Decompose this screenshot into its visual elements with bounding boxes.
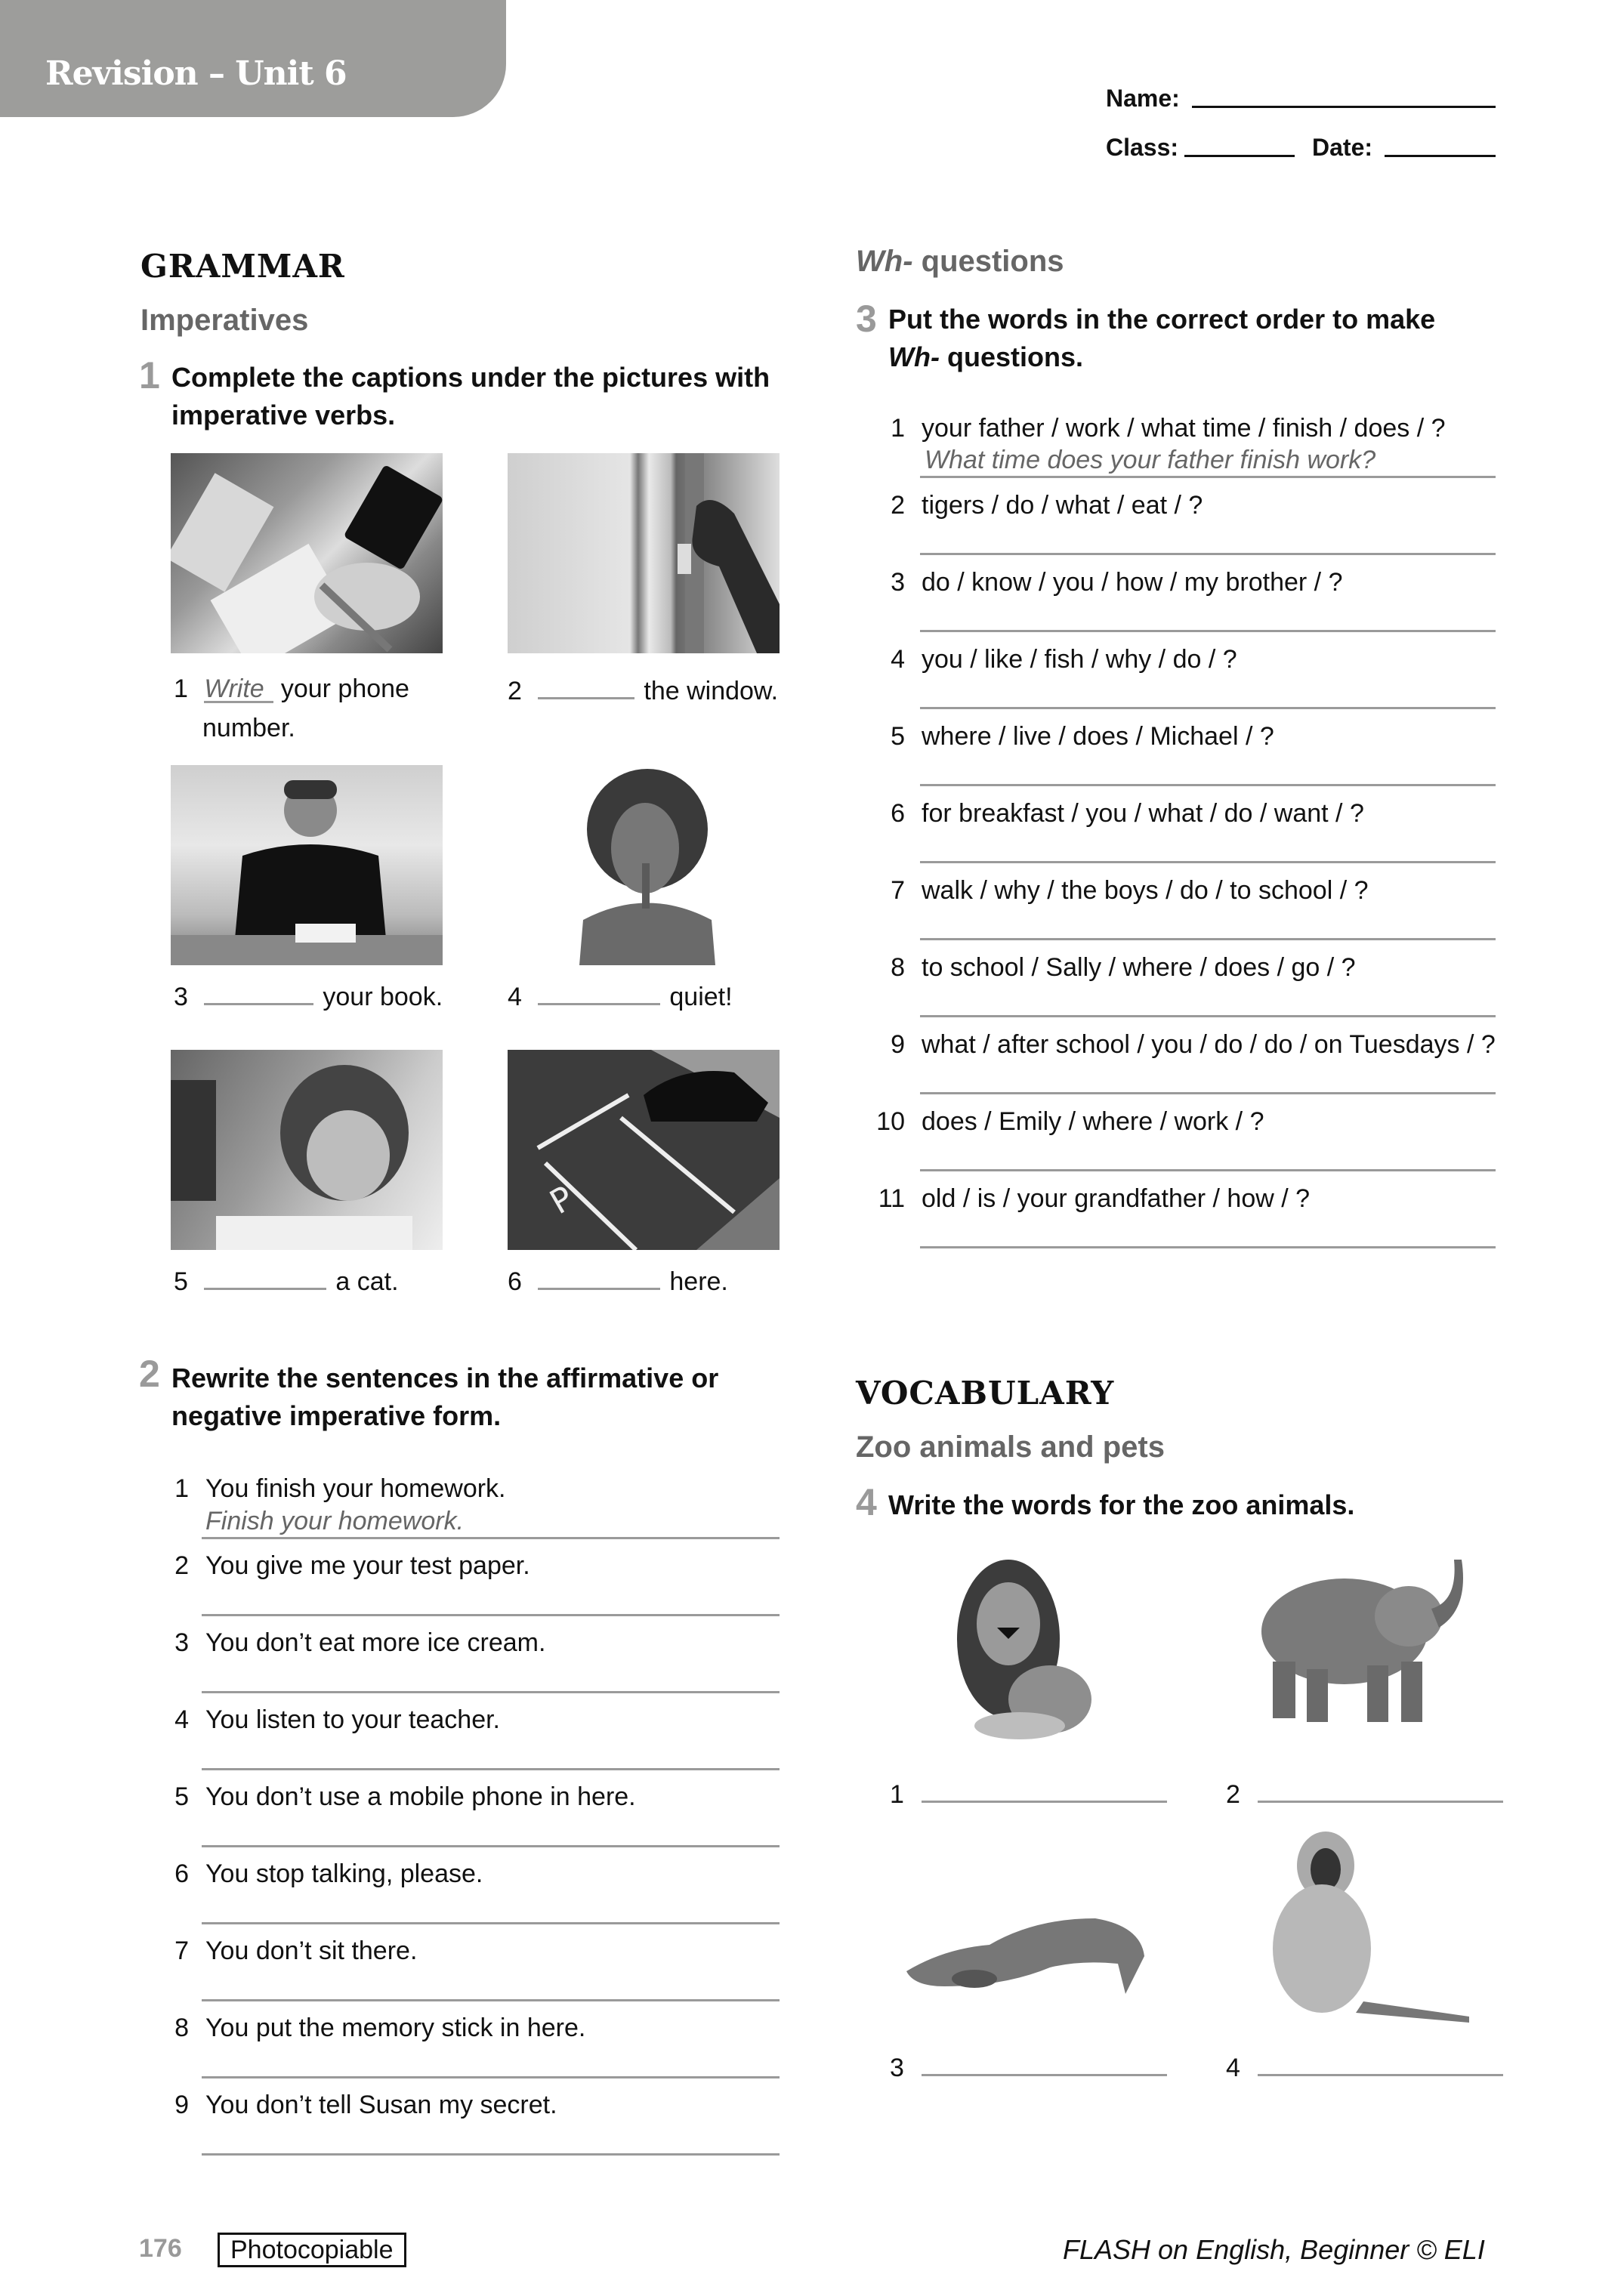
caption-3-answer[interactable] (204, 980, 313, 1005)
date-label: Date: (1312, 134, 1373, 161)
animal-answer-1 (890, 1778, 1167, 1810)
lion-icon (952, 1556, 1103, 1745)
instruction-line: Rewrite the sentences in the affirmative or (171, 1362, 719, 1393)
item-number: 1 (891, 414, 905, 443)
caption-5 (174, 1265, 399, 1297)
item-number: 5 (891, 722, 905, 751)
instruction-line (888, 338, 1435, 376)
answer-line (202, 1537, 780, 1539)
photo-man-reading (171, 765, 443, 965)
photo-woman-shush (508, 765, 780, 965)
answer-line (202, 2153, 780, 2156)
exercise-3-item (869, 1030, 1496, 1060)
caption-text: a cat. (335, 1267, 399, 1296)
word-prompt: for breakfast / you / what / do / want / ? (922, 799, 1364, 828)
exercise-3-item (869, 722, 1274, 751)
caption-6-answer[interactable] (538, 1265, 660, 1290)
item-number: 8 (174, 2014, 189, 2042)
caption-text: your book. (323, 983, 443, 1011)
exercise-3-item (869, 876, 1369, 906)
vocabulary-heading: VOCABULARY (856, 1375, 1115, 1412)
man-with-book-icon (171, 765, 443, 965)
caption-6 (508, 1265, 728, 1297)
answer-line (920, 938, 1496, 940)
item-number: 10 (876, 1107, 905, 1136)
answer-line (202, 1845, 780, 1847)
exercise-3-item (869, 491, 1203, 520)
item-sentence: You don’t sit there. (205, 1936, 418, 1965)
item-number: 4 (174, 1705, 189, 1734)
elephant-image (1239, 1556, 1496, 1737)
answer-line (920, 707, 1496, 709)
hand-on-handle-icon (508, 453, 780, 653)
animal-2-answer[interactable] (1258, 1778, 1503, 1803)
exercise-2-item (171, 1936, 417, 1966)
caption-text: quiet! (669, 983, 733, 1011)
page-number: 176 (139, 2234, 182, 2263)
answer-line (202, 2076, 780, 2078)
item-number: 2 (508, 677, 522, 705)
item-number: 3 (890, 2054, 904, 2082)
exercise-2-item (171, 1859, 483, 1889)
answer-line (202, 1614, 780, 1616)
photo-opening-window (508, 453, 780, 653)
animal-4-answer[interactable] (1258, 2051, 1503, 2076)
exercise-3-item (869, 953, 1356, 983)
item-number: 7 (174, 1936, 189, 1965)
caption-1-continued: number. (202, 714, 295, 742)
wh-questions-subtitle (856, 245, 1064, 279)
photo-parking (508, 1050, 780, 1250)
exercise-3-item (869, 645, 1237, 674)
item-sentence: You stop talking, please. (205, 1859, 483, 1888)
instruction-line: imperative verbs. (171, 400, 396, 430)
caption-1-answer[interactable]: Write (204, 677, 273, 703)
word-prompt: tigers / do / what / eat / ? (922, 491, 1203, 520)
exercise-2-item (171, 1628, 545, 1658)
monkey-icon (1250, 1828, 1477, 2024)
subtitle-rest: questions (912, 245, 1064, 278)
instruction-line: negative imperative form. (171, 1400, 502, 1431)
answer-line (920, 1169, 1496, 1171)
exercise-number: 3 (856, 298, 877, 340)
animal-1-answer[interactable] (922, 1778, 1167, 1803)
answer-line (920, 553, 1496, 555)
elephant-icon (1239, 1556, 1496, 1737)
word-prompt: do / know / you / how / my brother / ? (922, 568, 1343, 597)
exercise-3-item (869, 1184, 1310, 1214)
item-number: 11 (878, 1184, 905, 1213)
animal-answer-4 (1226, 2051, 1503, 2083)
word-prompt: where / live / does / Michael / ? (922, 722, 1274, 751)
instruction-line: Put the words in the correct order to make (888, 304, 1436, 335)
exercise-2-item (171, 2091, 557, 2120)
animal-3-answer[interactable] (922, 2051, 1167, 2076)
exercise-number: 1 (139, 354, 160, 397)
photo-hand-writing (171, 453, 443, 653)
item-number: 9 (891, 1030, 905, 1059)
item-sentence: You don’t eat more ice cream. (205, 1628, 546, 1657)
item-sentence: You finish your homework. (205, 1474, 506, 1503)
photocopiable-badge: Photocopiable (218, 2233, 406, 2267)
answer-line (202, 1691, 780, 1693)
answer-line (920, 1246, 1496, 1248)
item-number: 2 (174, 1551, 189, 1580)
exercise-3-instruction (888, 301, 1435, 376)
item-number: 7 (891, 876, 905, 905)
exercise-3-item (869, 568, 1342, 597)
instruction-rest: questions. (939, 341, 1083, 372)
caption-2-answer[interactable] (538, 674, 634, 699)
exercise-4-instruction: Write the words for the zoo animals. (888, 1489, 1355, 1520)
svg-text:P: P (543, 1178, 581, 1223)
exercise-2-item (171, 1782, 636, 1812)
item-number: 4 (1226, 2054, 1240, 2082)
date-field[interactable] (1385, 155, 1496, 157)
exercise-2-item (171, 1474, 506, 1504)
parking-space-icon (508, 1050, 780, 1250)
item-number: 6 (891, 799, 905, 828)
wh-italic: Wh- (888, 341, 940, 372)
caption-text: your phone (280, 674, 409, 703)
answer-line (202, 1999, 780, 2001)
crocodile-image (899, 1903, 1156, 2001)
item-number: 6 (174, 1859, 189, 1888)
item-sentence: You put the memory stick in here. (205, 2014, 586, 2042)
answer-line (920, 1092, 1496, 1094)
item-number: 3 (174, 983, 188, 1011)
item-number: 1 (174, 674, 188, 703)
word-prompt: walk / why / the boys / do / to school / ? (922, 876, 1369, 905)
animal-answer-2 (1226, 1778, 1503, 1810)
boy-drawing-icon (171, 1050, 443, 1250)
answer-line (202, 1922, 780, 1924)
crocodile-icon (899, 1903, 1156, 2001)
item-number: 4 (508, 983, 522, 1011)
exercise-2-answer[interactable]: Finish your homework. (205, 1507, 465, 1535)
caption-4 (508, 980, 733, 1012)
zoo-animals-subtitle: Zoo animals and pets (856, 1430, 1165, 1464)
caption-3 (174, 980, 443, 1012)
exercise-1-instruction (171, 359, 770, 434)
item-number: 1 (174, 1474, 189, 1503)
name-field[interactable] (1192, 106, 1496, 108)
answer-line (920, 784, 1496, 786)
wh-italic: Wh- (856, 245, 913, 278)
page-title: Revision – Unit 6 (45, 54, 347, 93)
item-number: 3 (891, 568, 905, 597)
exercise-number: 4 (856, 1481, 877, 1523)
exercise-2-item (171, 1551, 530, 1581)
item-number: 6 (508, 1267, 522, 1296)
exercise-3-item (869, 1107, 1264, 1137)
word-prompt: your father / work / what time / finish / does / ? (922, 414, 1446, 443)
item-number: 2 (891, 491, 905, 520)
item-number: 3 (174, 1628, 189, 1657)
answer-line (920, 476, 1496, 478)
exercise-2-instruction (171, 1359, 718, 1435)
lion-image (952, 1556, 1103, 1745)
caption-5-answer[interactable] (204, 1265, 326, 1290)
grammar-heading: GRAMMAR (140, 248, 345, 285)
word-prompt: to school / Sally / where / does / go / ? (922, 953, 1356, 982)
exercise-2-item (171, 2014, 585, 2043)
item-number: 8 (891, 953, 905, 982)
exercise-2-item (171, 1705, 500, 1735)
caption-1 (174, 674, 409, 704)
answer-line (920, 630, 1496, 632)
photo-boy-drawing (171, 1050, 443, 1250)
caption-4-answer[interactable] (538, 980, 660, 1005)
class-label: Class: (1106, 134, 1179, 161)
class-field[interactable] (1184, 155, 1295, 157)
answer-line (202, 1768, 780, 1770)
item-number: 2 (1226, 1780, 1240, 1809)
instruction-line: Complete the captions under the pictures with (171, 362, 770, 393)
word-prompt: old / is / your grandfather / how / ? (922, 1184, 1311, 1213)
word-prompt: what / after school / you / do / do / on Tuesdays / ? (922, 1030, 1496, 1059)
word-prompt: you / like / fish / why / do / ? (922, 645, 1237, 674)
item-number: 5 (174, 1782, 189, 1811)
item-sentence: You don’t tell Susan my secret. (205, 2091, 557, 2119)
item-number: 5 (174, 1267, 188, 1296)
exercise-3-item (869, 414, 1446, 443)
caption-text: here. (669, 1267, 728, 1296)
writing-hand-icon (171, 453, 443, 653)
answer-line (920, 1015, 1496, 1017)
caption-text: the window. (644, 677, 779, 705)
copyright-credit: FLASH on English, Beginner © ELI (1063, 2234, 1485, 2265)
exercise-3-item (869, 799, 1364, 829)
exercise-number: 2 (139, 1353, 160, 1395)
imperatives-subtitle: Imperatives (140, 304, 309, 337)
item-sentence: You don’t use a mobile phone in here. (205, 1782, 636, 1811)
item-sentence: You give me your test paper. (205, 1551, 530, 1580)
item-number: 4 (891, 645, 905, 674)
answer-line (920, 861, 1496, 863)
name-label: Name: (1106, 85, 1180, 112)
item-sentence: You listen to your teacher. (205, 1705, 501, 1734)
caption-2 (508, 674, 778, 706)
finger-on-lips-icon (508, 765, 780, 965)
word-prompt: does / Emily / where / work / ? (922, 1107, 1264, 1136)
monkey-image (1250, 1828, 1477, 2024)
animal-answer-3 (890, 2051, 1167, 2083)
item-number: 9 (174, 2091, 189, 2119)
exercise-3-answer[interactable]: What time does your father finish work? (925, 446, 1376, 474)
item-number: 1 (890, 1780, 904, 1809)
